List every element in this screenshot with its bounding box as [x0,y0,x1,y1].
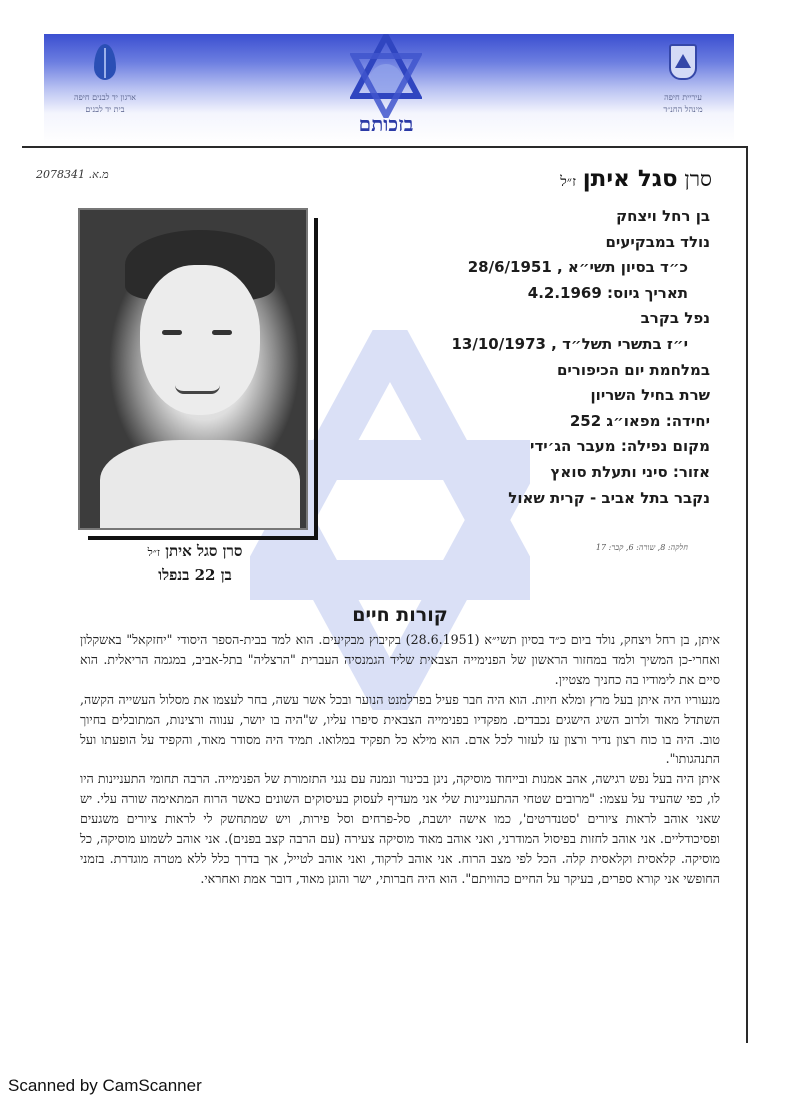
haifa-line-2: מינהל החנ״ד [663,105,703,114]
caption-name: סרן סגל איתן [165,542,243,560]
yad-lebanim-line-2: בית יד לבנים [85,105,125,114]
full-name: סגל איתן [582,166,678,192]
yad-lebanim-logo [50,42,160,116]
header-banner [44,34,734,144]
leaf-icon [94,44,116,80]
detail-burial: נקבר בתל אביב - קרית שאול [508,488,710,507]
detail-death-date: י״ז בתשרי תשל״ד , 13/10/1973 [451,334,688,353]
photo-caption [78,540,312,586]
grave-plot: חלקה: 8, שורה: 6, קבר: 17 [595,543,688,552]
detail-region: אזור: סיני ותעלת סואץ [550,462,710,481]
biography-text [80,630,720,889]
detail-corps: שרת בחיל השריון [590,386,710,405]
detail-parents: בן רחל ויצחק [616,207,710,225]
bizchutam-word: בזכותם [358,112,414,136]
personal-id-number: 2078341 .מ.א [36,168,109,181]
haifa-municipality-logo [638,42,728,116]
page-title [560,166,712,192]
caption-age: בן 22 בנפלו [158,566,232,584]
detail-birth-date: כ״ד בסיון תשי״א , 28/6/1951 [467,258,688,277]
detail-enlistment-date: תאריך גיוס: 4.2.1969 [527,283,688,302]
yad-lebanim-line-1: ארגון יד לבנים חיפה [74,93,136,102]
caption-suffix: ז״ל [147,546,160,559]
haifa-crest-icon [669,44,697,80]
memorial-suffix: ז״ל [560,174,577,190]
haifa-line-1: עיריית חיפה [664,93,702,102]
detail-unit: יחידה: מפאו״ג 252 [569,411,710,430]
rank: סרן [684,167,712,191]
scanner-credit: Scanned by CamScanner [8,1076,202,1095]
star-of-david-icon [350,34,422,118]
bizchutam-logo [336,34,436,144]
biography-title: קורות חיים [352,604,448,626]
biography-paragraph: מנעוריו היה איתן בעל מרץ ומלא חיות. הוא היה חבר פעיל בפרלמנט הנוער ובכל אשר עשה, בחר לעצמו את מסלול העשייה הקשה, השתדל מאוד ולרוב השיג הישגים נכבדים. מפקדיו בפנימייה הצבאית סיפרו עליו, ש"היה בו יושר, ענווה ורצינות, המתובלים בחיוך טוב. היה בו כוח רצון נדיר ורצון עז לעזור לכל אדם. הוא מילא כל תפקיד במלואו. תמיד היה מסודר מאוד, והקפיד על הופעתו ועל התנהגותו". [80,691,720,767]
details-list [452,204,711,511]
biography-paragraph: איתן היה בעל נפש רגישה, אהב אמנות ובייחוד מוסיקה, ניגן בכינור ונמנה עם נגני התזמורת של הפנימייה. הרבה תחומי התעניינות היו לו, כפי שהעיד על עצמו: "מרובים שטחי ההתעניינות שלי אני מעדיף לעסוק בעיסוקים השונים כאשר הרוח המתאימה שורה עלי. יש שאני אוהב לראות ציורים 'סטנדרטים', כמו אישה יושבת, סל-פרחים וסל פירות, ויש שמתחשק לי לראות ציורים משגעים ופסיכודליים. אני אוהב לחזות בפיסול המודרני, ואני אוהב מאוד מוסיקה צעירה (עם הרבה קצב בפנים). אני אוהב לשמוע מוסיקה, כל מוסיקה. קלאסית וקלאסית קלה. הכל לפי מצב הרוח. אני אוהב לרקוד, ואני אוהב לטייל, אך בדרך כלל ללא מטרה מוגדרת. בזמני החופשי אני קורא ספרים, בעיקר על החיים כהוויתם". הוא היה חברותי, ישר והוגן מאוד, דובר אמת ואחראי. [80,771,720,886]
biography-paragraph: איתן, בן רחל ויצחק, נולד ביום כ״ד בסיון תשי״א (28.6.1951) בקיבוץ מבקיעים. הוא למד בבית-הספר היסודי "יחזקאל" באשקלון ואחרי-כן המשיך ולמד במחזור הראשון של הפנימייה הצבאית שליד הגמנסיה העברית "הרצליה" בתל-אביב, במגמה הריאלית. הוא סיים את לימודיו בה כחניך מצטיין. [80,632,720,687]
detail-war: במלחמת יום הכיפורים [556,360,710,379]
detail-place-fallen: מקום נפילה: מעבר הג׳ידי [530,437,710,456]
detail-birthplace: נולד במבקיעים [605,232,710,251]
detail-fell: נפל בקרב [640,309,710,328]
portrait-photo [78,208,312,534]
